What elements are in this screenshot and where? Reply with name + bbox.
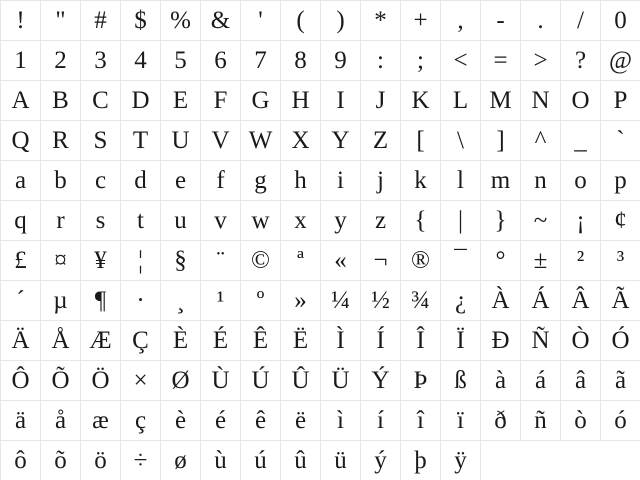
glyph-cell[interactable]: A (1, 81, 41, 121)
glyph-cell[interactable]: ê (241, 401, 281, 441)
glyph-cell[interactable]: ò (561, 401, 601, 441)
glyph-cell[interactable]: Ð (481, 321, 521, 361)
glyph-cell[interactable]: 2 (41, 41, 81, 81)
glyph-cell[interactable]: \ (441, 121, 481, 161)
glyph-cell[interactable]: n (521, 161, 561, 201)
glyph-cell[interactable]: 4 (121, 41, 161, 81)
glyph-cell[interactable]: ø (161, 441, 201, 480)
glyph-cell[interactable]: T (121, 121, 161, 161)
glyph-cell[interactable]: í (361, 401, 401, 441)
glyph-cell[interactable]: g (241, 161, 281, 201)
glyph-cell[interactable]: O (561, 81, 601, 121)
glyph-cell[interactable]: z (361, 201, 401, 241)
glyph-cell[interactable]: ³ (601, 241, 640, 281)
glyph-cell[interactable]: K (401, 81, 441, 121)
glyph-cell[interactable]: ï (441, 401, 481, 441)
glyph-cell[interactable]: + (401, 1, 441, 41)
glyph-cell[interactable]: · (121, 281, 161, 321)
glyph-cell[interactable]: ¢ (601, 201, 640, 241)
glyph-cell[interactable]: @ (601, 41, 640, 81)
glyph-cell[interactable]: y (321, 201, 361, 241)
glyph-cell[interactable]: þ (401, 441, 441, 480)
glyph-cell[interactable]: } (481, 201, 521, 241)
glyph-cell[interactable]: ÷ (121, 441, 161, 480)
glyph-cell[interactable]: Ñ (521, 321, 561, 361)
glyph-cell[interactable]: ¸ (161, 281, 201, 321)
glyph-cell[interactable]: Z (361, 121, 401, 161)
glyph-cell[interactable]: » (281, 281, 321, 321)
glyph-cell[interactable]: ` (601, 121, 640, 161)
glyph-cell[interactable]: Í (361, 321, 401, 361)
glyph-cell[interactable]: ^ (521, 121, 561, 161)
glyph-cell[interactable]: Ã (601, 281, 640, 321)
glyph-cell[interactable]: ¾ (401, 281, 441, 321)
glyph-cell[interactable]: " (41, 1, 81, 41)
glyph-cell[interactable]: ù (201, 441, 241, 480)
glyph-cell[interactable]: ç (121, 401, 161, 441)
glyph-cell[interactable]: î (401, 401, 441, 441)
glyph-cell[interactable]: F (201, 81, 241, 121)
glyph-cell[interactable]: ó (601, 401, 640, 441)
glyph-cell[interactable]: Ò (561, 321, 601, 361)
glyph-cell[interactable]: * (361, 1, 401, 41)
glyph-cell[interactable]: a (1, 161, 41, 201)
glyph-cell[interactable]: s (81, 201, 121, 241)
glyph-cell[interactable]: X (281, 121, 321, 161)
glyph-cell[interactable]: 1 (1, 41, 41, 81)
glyph-cell[interactable]: ë (281, 401, 321, 441)
glyph-cell[interactable]: ª (281, 241, 321, 281)
glyph-cell[interactable]: Î (401, 321, 441, 361)
glyph-cell[interactable]: . (521, 1, 561, 41)
glyph-cell[interactable]: ] (481, 121, 521, 161)
glyph-cell[interactable]: & (201, 1, 241, 41)
glyph-cell[interactable]: È (161, 321, 201, 361)
glyph-cell[interactable]: ä (1, 401, 41, 441)
glyph-cell[interactable]: û (281, 441, 321, 480)
glyph-cell[interactable]: l (441, 161, 481, 201)
glyph-cell[interactable]: P (601, 81, 640, 121)
glyph-cell[interactable]: ½ (361, 281, 401, 321)
glyph-cell[interactable]: Å (41, 321, 81, 361)
glyph-cell[interactable]: ? (561, 41, 601, 81)
glyph-cell[interactable]: ¯ (441, 241, 481, 281)
glyph-cell[interactable]: ¶ (81, 281, 121, 321)
glyph-cell[interactable]: õ (41, 441, 81, 480)
glyph-cell[interactable]: ' (241, 1, 281, 41)
glyph-cell[interactable]: v (201, 201, 241, 241)
glyph-cell[interactable]: w (241, 201, 281, 241)
glyph-cell[interactable]: Þ (401, 361, 441, 401)
glyph-cell[interactable]: ) (321, 1, 361, 41)
glyph-cell[interactable]: ! (1, 1, 41, 41)
glyph-cell[interactable]: À (481, 281, 521, 321)
glyph-cell[interactable]: É (201, 321, 241, 361)
glyph-cell[interactable]: ã (601, 361, 640, 401)
glyph-cell[interactable]: _ (561, 121, 601, 161)
glyph-cell[interactable]: Ê (241, 321, 281, 361)
glyph-cell[interactable]: 7 (241, 41, 281, 81)
glyph-cell[interactable]: c (81, 161, 121, 201)
glyph-cell[interactable]: V (201, 121, 241, 161)
glyph-cell[interactable]: [ (401, 121, 441, 161)
glyph-cell[interactable]: Ú (241, 361, 281, 401)
glyph-cell[interactable]: # (81, 1, 121, 41)
glyph-cell[interactable]: : (361, 41, 401, 81)
glyph-cell[interactable]: x (281, 201, 321, 241)
glyph-cell[interactable]: ¡ (561, 201, 601, 241)
glyph-cell[interactable]: E (161, 81, 201, 121)
glyph-cell[interactable]: Ç (121, 321, 161, 361)
glyph-cell[interactable]: Æ (81, 321, 121, 361)
glyph-cell[interactable]: Ý (361, 361, 401, 401)
glyph-cell[interactable]: é (201, 401, 241, 441)
glyph-cell[interactable]: å (41, 401, 81, 441)
glyph-cell[interactable]: % (161, 1, 201, 41)
glyph-cell[interactable]: « (321, 241, 361, 281)
glyph-cell[interactable]: © (241, 241, 281, 281)
glyph-cell[interactable]: u (161, 201, 201, 241)
glyph-cell[interactable]: § (161, 241, 201, 281)
glyph-cell[interactable]: ö (81, 441, 121, 480)
glyph-cell[interactable]: ¤ (41, 241, 81, 281)
glyph-cell[interactable]: Y (321, 121, 361, 161)
glyph-cell[interactable]: ß (441, 361, 481, 401)
glyph-cell[interactable]: Ø (161, 361, 201, 401)
glyph-cell[interactable]: è (161, 401, 201, 441)
glyph-cell[interactable]: ì (321, 401, 361, 441)
glyph-cell[interactable]: ¬ (361, 241, 401, 281)
glyph-cell[interactable]: / (561, 1, 601, 41)
glyph-cell[interactable]: ¥ (81, 241, 121, 281)
glyph-cell[interactable]: Ä (1, 321, 41, 361)
glyph-cell[interactable]: ð (481, 401, 521, 441)
glyph-cell[interactable]: f (201, 161, 241, 201)
glyph-cell[interactable]: 3 (81, 41, 121, 81)
glyph-cell[interactable]: à (481, 361, 521, 401)
glyph-cell[interactable]: ñ (521, 401, 561, 441)
glyph-cell[interactable]: ´ (1, 281, 41, 321)
glyph-cell[interactable]: Ï (441, 321, 481, 361)
glyph-cell[interactable]: × (121, 361, 161, 401)
glyph-cell[interactable]: d (121, 161, 161, 201)
glyph-cell[interactable]: ú (241, 441, 281, 480)
glyph-cell[interactable]: L (441, 81, 481, 121)
glyph-cell[interactable]: $ (121, 1, 161, 41)
glyph-cell[interactable]: N (521, 81, 561, 121)
glyph-cell[interactable]: ° (481, 241, 521, 281)
glyph-cell[interactable]: , (441, 1, 481, 41)
glyph-cell[interactable]: º (241, 281, 281, 321)
glyph-cell[interactable]: Ù (201, 361, 241, 401)
glyph-cell[interactable]: j (361, 161, 401, 201)
glyph-cell[interactable]: J (361, 81, 401, 121)
glyph-cell[interactable]: | (441, 201, 481, 241)
glyph-cell[interactable]: D (121, 81, 161, 121)
glyph-cell[interactable]: ¦ (121, 241, 161, 281)
glyph-cell[interactable]: b (41, 161, 81, 201)
glyph-cell[interactable]: Q (1, 121, 41, 161)
glyph-cell[interactable]: ý (361, 441, 401, 480)
glyph-cell[interactable]: i (321, 161, 361, 201)
glyph-cell[interactable]: r (41, 201, 81, 241)
glyph-cell[interactable]: á (521, 361, 561, 401)
glyph-cell[interactable]: ¹ (201, 281, 241, 321)
glyph-cell[interactable]: R (41, 121, 81, 161)
glyph-cell[interactable]: 5 (161, 41, 201, 81)
glyph-cell[interactable]: 6 (201, 41, 241, 81)
glyph-cell[interactable]: 8 (281, 41, 321, 81)
glyph-cell[interactable]: e (161, 161, 201, 201)
glyph-cell[interactable]: t (121, 201, 161, 241)
glyph-cell[interactable]: Õ (41, 361, 81, 401)
glyph-cell[interactable]: ² (561, 241, 601, 281)
glyph-cell[interactable]: Ë (281, 321, 321, 361)
glyph-cell[interactable]: > (521, 41, 561, 81)
glyph-cell[interactable]: Ô (1, 361, 41, 401)
glyph-cell[interactable]: Ó (601, 321, 640, 361)
glyph-cell[interactable]: Ü (321, 361, 361, 401)
glyph-cell[interactable]: U (161, 121, 201, 161)
glyph-cell[interactable]: â (561, 361, 601, 401)
glyph-cell[interactable]: C (81, 81, 121, 121)
glyph-cell[interactable]: p (601, 161, 640, 201)
glyph-cell[interactable]: h (281, 161, 321, 201)
glyph-cell[interactable]: £ (1, 241, 41, 281)
glyph-cell[interactable]: ~ (521, 201, 561, 241)
glyph-cell[interactable]: < (441, 41, 481, 81)
glyph-cell[interactable]: ( (281, 1, 321, 41)
glyph-cell[interactable]: ÿ (441, 441, 481, 480)
glyph-cell[interactable]: W (241, 121, 281, 161)
glyph-cell[interactable]: Ì (321, 321, 361, 361)
glyph-cell[interactable]: µ (41, 281, 81, 321)
glyph-cell[interactable]: H (281, 81, 321, 121)
glyph-cell[interactable]: B (41, 81, 81, 121)
glyph-cell[interactable]: ± (521, 241, 561, 281)
glyph-cell[interactable]: - (481, 1, 521, 41)
glyph-cell[interactable]: 9 (321, 41, 361, 81)
glyph-cell[interactable]: ; (401, 41, 441, 81)
glyph-cell[interactable]: S (81, 121, 121, 161)
glyph-cell[interactable]: m (481, 161, 521, 201)
glyph-cell[interactable]: Á (521, 281, 561, 321)
glyph-cell[interactable]: o (561, 161, 601, 201)
glyph-cell[interactable]: G (241, 81, 281, 121)
glyph-cell[interactable]: ô (1, 441, 41, 480)
glyph-cell[interactable]: M (481, 81, 521, 121)
glyph-cell[interactable]: = (481, 41, 521, 81)
glyph-cell[interactable]: Â (561, 281, 601, 321)
glyph-cell[interactable]: I (321, 81, 361, 121)
glyph-cell[interactable]: ¿ (441, 281, 481, 321)
glyph-cell[interactable]: æ (81, 401, 121, 441)
glyph-cell[interactable]: q (1, 201, 41, 241)
glyph-cell[interactable]: Û (281, 361, 321, 401)
glyph-cell[interactable]: ¼ (321, 281, 361, 321)
glyph-cell[interactable]: ¨ (201, 241, 241, 281)
glyph-cell[interactable]: ü (321, 441, 361, 480)
glyph-cell[interactable]: { (401, 201, 441, 241)
glyph-cell[interactable]: Ö (81, 361, 121, 401)
glyph-cell[interactable]: ® (401, 241, 441, 281)
glyph-cell[interactable]: 0 (601, 1, 640, 41)
glyph-cell[interactable]: k (401, 161, 441, 201)
